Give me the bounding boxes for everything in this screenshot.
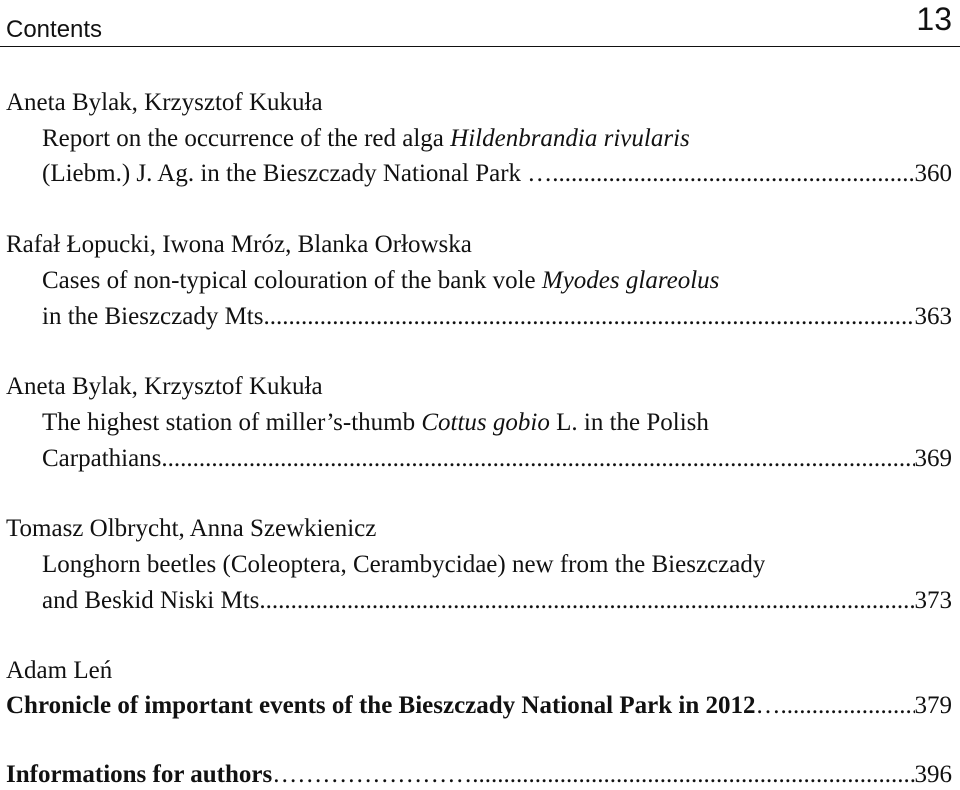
dot-leader [472, 760, 914, 790]
entry-3-title-line1 [42, 408, 709, 438]
entry-3-title-rest: L. in the Polish [549, 409, 709, 436]
entry-1-page: 360 [914, 160, 952, 187]
entry-4-title-line2[interactable] [42, 586, 952, 616]
entry-3-title-end: Carpathians [42, 445, 162, 472]
entry-2-title-end: in the Bieszczady Mts. [42, 303, 270, 330]
entry-6-title-line[interactable] [6, 760, 952, 790]
entry-3-title-text: The highest station of miller’s-thumb [42, 409, 422, 436]
entry-6-page: 396 [914, 761, 952, 788]
entry-5-title-line[interactable] [6, 691, 952, 721]
entry-3-title-line2[interactable] [42, 444, 952, 474]
entry-4-authors: Tomasz Olbrycht, Anna Szewkienicz [6, 515, 377, 542]
dot-leader [266, 586, 915, 616]
entry-1-species: Hildenbrandia rivularis [450, 125, 690, 152]
dot-leader [161, 444, 914, 474]
dot-leader [780, 691, 914, 721]
entry-1-title-line1 [42, 124, 690, 154]
entry-1-title-end: (Liebm.) J. Ag. in the Bieszczady National Park … [42, 160, 553, 187]
entry-4-title-line1: Longhorn beetles (Coleoptera, Cerambycidae) new from the Bieszczady [42, 551, 766, 578]
entry-3-authors: Aneta Bylak, Krzysztof Kukuła [6, 373, 323, 400]
dot-leader [552, 159, 914, 189]
page-number: 13 [916, 1, 952, 37]
entry-2-title-line1 [42, 266, 719, 296]
entry-4-title-end: and Beskid Niski Mts. [42, 587, 266, 614]
dot-leader [270, 302, 915, 332]
entry-5-title: Chronicle of important events of the Bieszczady National Park in 2012 [6, 692, 756, 719]
entry-1-title-line2[interactable] [42, 159, 952, 189]
entry-2-authors: Rafał Łopucki, Iwona Mróz, Blanka Orłowska [6, 231, 472, 258]
entry-5-leader: … [755, 692, 781, 719]
entry-2-title-line2[interactable] [42, 302, 952, 332]
entry-1-title-text: Report on the occurrence of the red alga [42, 125, 451, 152]
entry-2-page: 363 [914, 303, 952, 330]
entry-3-species: Cottus gobio [421, 409, 550, 436]
page-header [0, 0, 960, 48]
entry-6-leader: …………………… [272, 761, 473, 788]
entry-6-title: Informations for authors [6, 761, 273, 788]
entry-5-authors: Adam Leń [6, 657, 113, 684]
header-divider [0, 46, 960, 47]
entry-1-authors: Aneta Bylak, Krzysztof Kukuła [6, 89, 323, 116]
entry-2-species: Myodes glareolus [541, 267, 720, 294]
entry-3-page: 369 [914, 445, 952, 472]
section-title: Contents [6, 16, 103, 43]
entry-2-title-text: Cases of non-typical colouration of the bank vole [42, 267, 542, 294]
entry-5-page: 379 [914, 692, 952, 719]
entry-4-page: 373 [914, 587, 952, 614]
